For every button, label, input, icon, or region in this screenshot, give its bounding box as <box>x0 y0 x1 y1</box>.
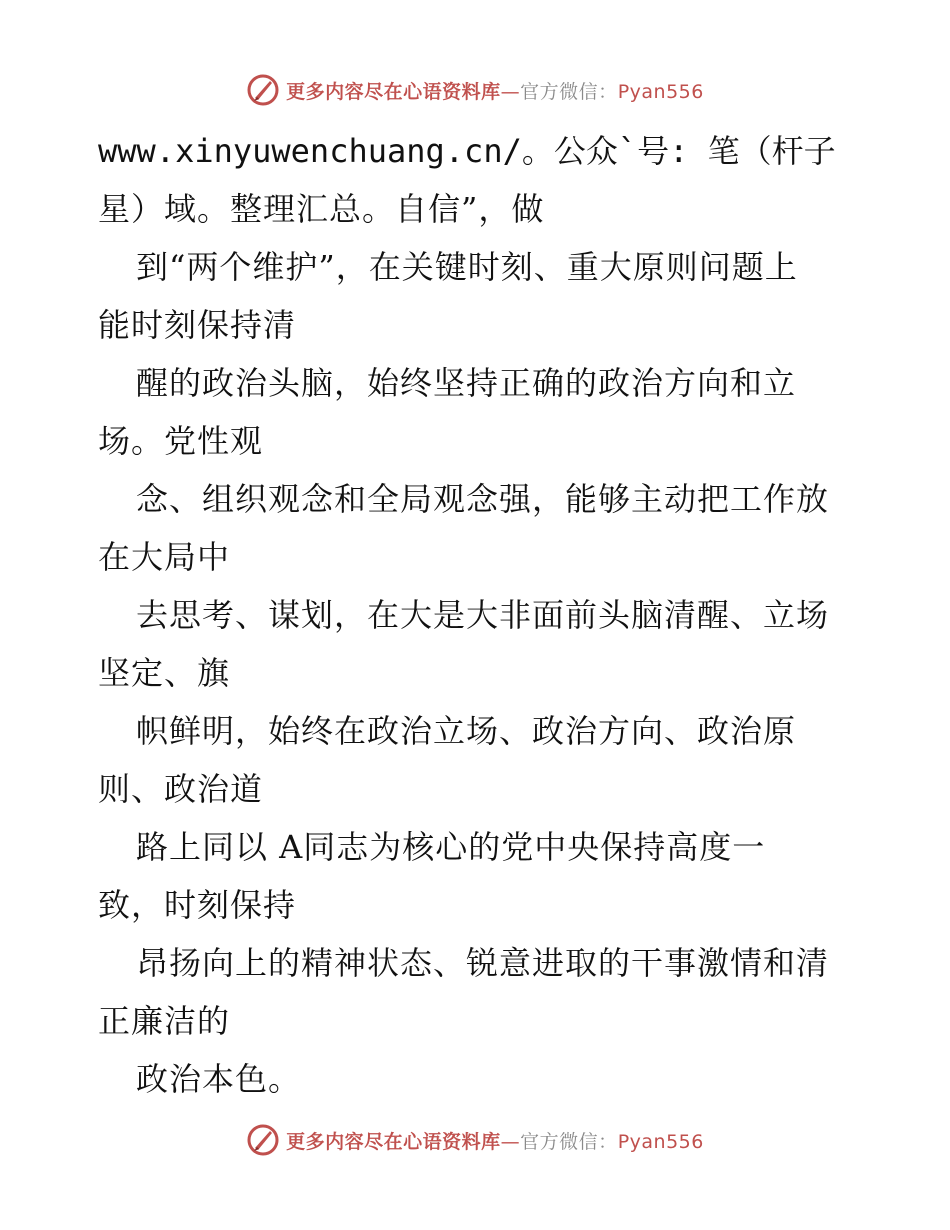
text-line-11: 帜鲜明，始终在政治立场、政治方向、政治原 <box>136 712 797 750</box>
banner-site-name: 更多内容尽在心语资料库 <box>286 1130 501 1153</box>
text-line-2: 星）域。整理汇总。自信”，做 <box>98 190 545 228</box>
text-line-5: 醒的政治头脑，始终坚持正确的政治方向和立 <box>136 364 797 402</box>
document-body <box>98 122 858 1108</box>
text-line-14: 致，时刻保持 <box>98 886 297 924</box>
header-banner <box>0 70 950 110</box>
banner-separator: — <box>500 1130 521 1153</box>
quill-pen-circle-icon <box>246 73 280 107</box>
quill-pen-circle-icon <box>246 1123 280 1157</box>
banner-wechat-id: Pyan556 <box>617 1130 704 1153</box>
text-line-8: 在大局中 <box>98 538 231 576</box>
text-line-12: 则、政治道 <box>98 770 264 808</box>
text-line-7: 念、组织观念和全局观念强，能够主动把工作放 <box>136 480 830 518</box>
text-line-13: 路上同以 A同志为核心的党中央保持高度一 <box>136 828 766 866</box>
banner-wechat-label: 官方微信： <box>520 1130 618 1153</box>
text-line-6: 场。党性观 <box>98 422 264 460</box>
banner-site-name: 更多内容尽在心语资料库 <box>286 80 501 103</box>
footer-banner <box>0 1120 950 1160</box>
text-line-15: 昂扬向上的精神状态、锐意进取的干事激情和清 <box>136 944 830 982</box>
banner-site-text <box>286 77 704 104</box>
text-line-1: www.xinyuwenchuang.cn/。公众`号: 笔（杆子 <box>98 132 836 170</box>
text-line-9: 去思考、谋划，在大是大非面前头脑清醒、立场 <box>136 596 830 634</box>
banner-separator: — <box>500 80 521 103</box>
banner-site-text <box>286 1127 704 1154</box>
banner-wechat-label: 官方微信： <box>520 80 618 103</box>
text-line-10: 坚定、旗 <box>98 654 231 692</box>
banner-wechat-id: Pyan556 <box>617 80 704 103</box>
text-line-4: 能时刻保持清 <box>98 306 297 344</box>
text-line-3: 到“两个维护”，在关键时刻、重大原则问题上 <box>136 248 798 286</box>
text-line-17: 政治本色。 <box>136 1060 302 1098</box>
text-line-16: 正廉洁的 <box>98 1002 231 1040</box>
